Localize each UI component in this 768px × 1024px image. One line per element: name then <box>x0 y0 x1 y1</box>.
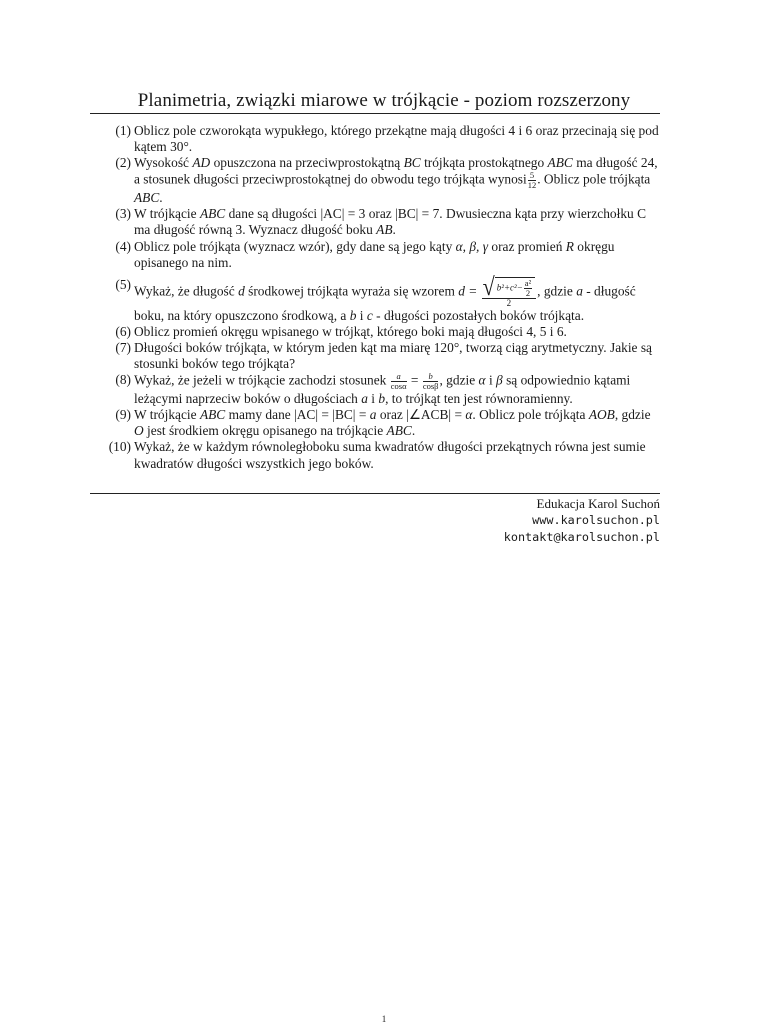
problem-text: W trójkącie ABC dane są długości |AC| = 3 oraz |BC| = 7. Dwusieczna kąta przy wierzchołku C ma długość równą 3. Wyznacz długość boku AB. <box>134 206 647 238</box>
problem-number: (5) <box>115 276 131 292</box>
top-rule <box>90 113 660 114</box>
problem-number: (9) <box>115 407 131 423</box>
problem-text: Wysokość AD opuszczona na przeciwprostokątną BC trójkąta prostokątnego ABC ma długość 24, a stosunek długości przeciwprostokątnej do obwodu tego trójkąta wynosi $\frac{5}{12}$ . Oblicz pole trójkąta ABC. <box>134 155 658 206</box>
problem-number: (8) <box>115 372 131 388</box>
problem-10 <box>90 439 660 471</box>
problem-number: (6) <box>115 323 131 339</box>
median-formula: √ b²+c²− $\frac{\text{a²}}{2}$ 2 <box>482 277 536 308</box>
problem-number: (3) <box>115 206 131 222</box>
problem-number: (2) <box>115 155 131 171</box>
problem-list <box>90 123 660 472</box>
problem-4 <box>90 239 660 271</box>
footer <box>504 495 660 546</box>
problem-9 <box>90 407 660 439</box>
problem-number: (7) <box>115 339 131 355</box>
fraction: $\frac{a}{\cos\alpha}$ <box>390 371 407 392</box>
page-number: 1 <box>381 1014 387 1024</box>
problem-text: Wykaż, że jeżeli w trójkącie zachodzi stosunek $\frac{a}{\cos\alpha}$ = $\frac{b}{\cos\beta}$ , gdzie α i β są odpowiednio kątami leżącymi naprzeciw boków o długościach a i b, to trójkąt ten jest równoramienny. <box>134 371 631 407</box>
footer-author: Edukacja Karol Suchoń <box>536 496 660 511</box>
footer-email: kontakt@karolsuchon.pl <box>503 530 660 544</box>
fraction: $\frac{b}{\cos\beta}$ <box>422 371 439 392</box>
problem-text: W trójkącie ABC mamy dane |AC| = |BC| = a oraz |∠ACB| = α. Oblicz pole trójkąta AOB, gdzie O jest środkiem okręgu opisanego na trójkącie ABC. <box>134 407 651 439</box>
fraction: $\frac{5}{12}$ <box>527 170 537 191</box>
problem-6 <box>90 324 660 340</box>
problem-8 <box>90 372 660 407</box>
problem-5 <box>90 271 660 324</box>
problem-2 <box>90 155 660 206</box>
bottom-rule <box>90 493 660 494</box>
problem-1 <box>90 123 660 155</box>
problem-3 <box>90 206 660 238</box>
problem-number: (4) <box>115 238 131 254</box>
problem-text: Wykaż, że w każdym równoległoboku suma kwadratów długości przekątnych równa jest sumie kwadratów długości wszystkich jego boków. <box>134 439 646 471</box>
problem-text: Oblicz pole trójkąta (wyznacz wzór), gdy dane są jego kąty α, β, γ oraz promień R okręgu opisanego na nim. <box>134 238 615 270</box>
problem-text: Oblicz promień okręgu wpisanego w trójkąt, którego boki mają długości 4, 5 i 6. <box>134 323 567 339</box>
problem-number: (10) <box>108 439 131 455</box>
problem-text: Wykaż, że długość d środkowej trójkąta wyraża się wzorem d = √ b²+c²− $\frac{\text{a²}}{2}$ 2 , gdzie a - długość boku, na który opuszczono środkową, a b i c - długości pozostałych boków trójkąta. <box>134 271 636 323</box>
page-title: Planimetria, związki miarowe w trójkącie - poziom rozszerzony <box>137 90 631 111</box>
problem-text: Długości boków trójkąta, w którym jeden kąt ma miarę 120°, tworzą ciąg arytmetyczny. Jakie są stosunki boków tego trójkąta? <box>134 339 653 372</box>
problem-text: Oblicz pole czworokąta wypukłego, którego przekątne mają długości 4 i 6 oraz przecinają się pod kątem 30°. <box>134 123 659 155</box>
footer-website: www.karolsuchon.pl <box>532 513 660 527</box>
problem-7 <box>90 340 660 372</box>
problem-number: (1) <box>115 123 131 138</box>
